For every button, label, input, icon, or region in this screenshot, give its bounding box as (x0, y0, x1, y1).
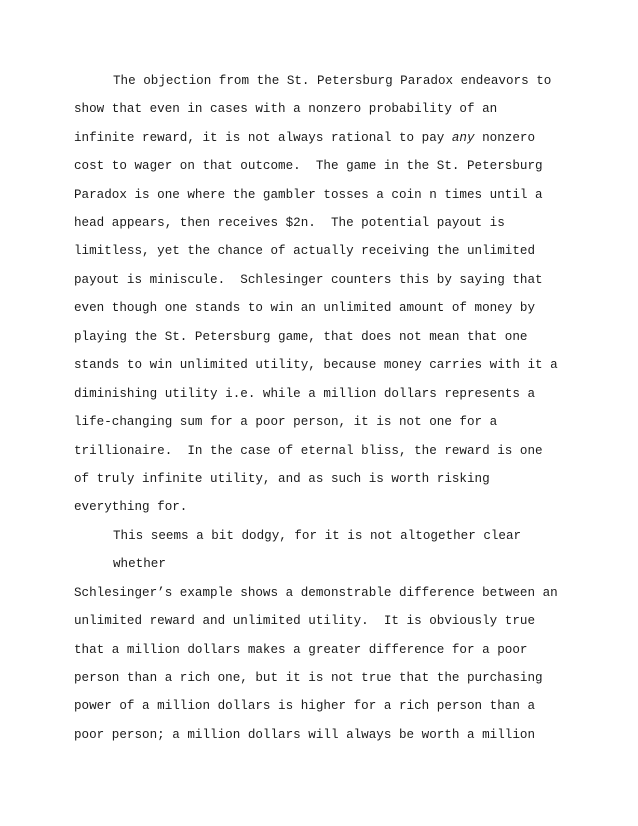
text-line: that a million dollars makes a greater difference for a poor (74, 643, 528, 657)
text-line: cost to wager on that outcome. The game in the St. Petersburg (74, 159, 543, 173)
text-line: whether (113, 557, 166, 571)
text-line: everything for. (74, 500, 188, 514)
text-line: Paradox is one where the gambler tosses a coin n times until a (74, 188, 543, 202)
text-line: diminishing utility i.e. while a million dollars represents a (74, 387, 536, 401)
text-line: of truly infinite utility, and as such is worth risking (74, 472, 490, 486)
text-line: This seems a bit dodgy, for it is not altogether clear (113, 529, 522, 543)
text-line: trillionaire. In the case of eternal bliss, the reward is one (74, 444, 543, 458)
text-line: stands to win unlimited utility, because money carries with it a (74, 358, 558, 372)
text-line: limitless, yet the chance of actually receiving the unlimited (74, 244, 536, 258)
text-line: person than a rich one, but it is not true that the purchasing (74, 671, 543, 685)
text-line: power of a million dollars is higher for a rich person than a (74, 699, 536, 713)
text-line: Schlesinger’s example shows a demonstrable difference between an (74, 586, 558, 600)
text-span: nonzero (474, 131, 536, 145)
text-line: The objection from the St. Petersburg Paradox endeavors to (113, 74, 552, 88)
text-line: even though one stands to win an unlimited amount of money by (74, 301, 536, 315)
text-line: life-changing sum for a poor person, it is not one for a (74, 415, 498, 429)
text-line: playing the St. Petersburg game, that does not mean that one (74, 330, 528, 344)
text-line: show that even in cases with a nonzero probability of an (74, 102, 498, 116)
text-line: unlimited reward and unlimited utility. It is obviously true (74, 614, 536, 628)
text-span: infinite reward, it is not always rational to pay (74, 131, 452, 145)
emphasis-text: any (451, 131, 475, 145)
text-line: poor person; a million dollars will always be worth a million (74, 728, 536, 742)
text-line (74, 130, 535, 146)
text-line: head appears, then receives $2n. The potential payout is (74, 216, 505, 230)
text-line: payout is miniscule. Schlesinger counters this by saying that (74, 273, 543, 287)
